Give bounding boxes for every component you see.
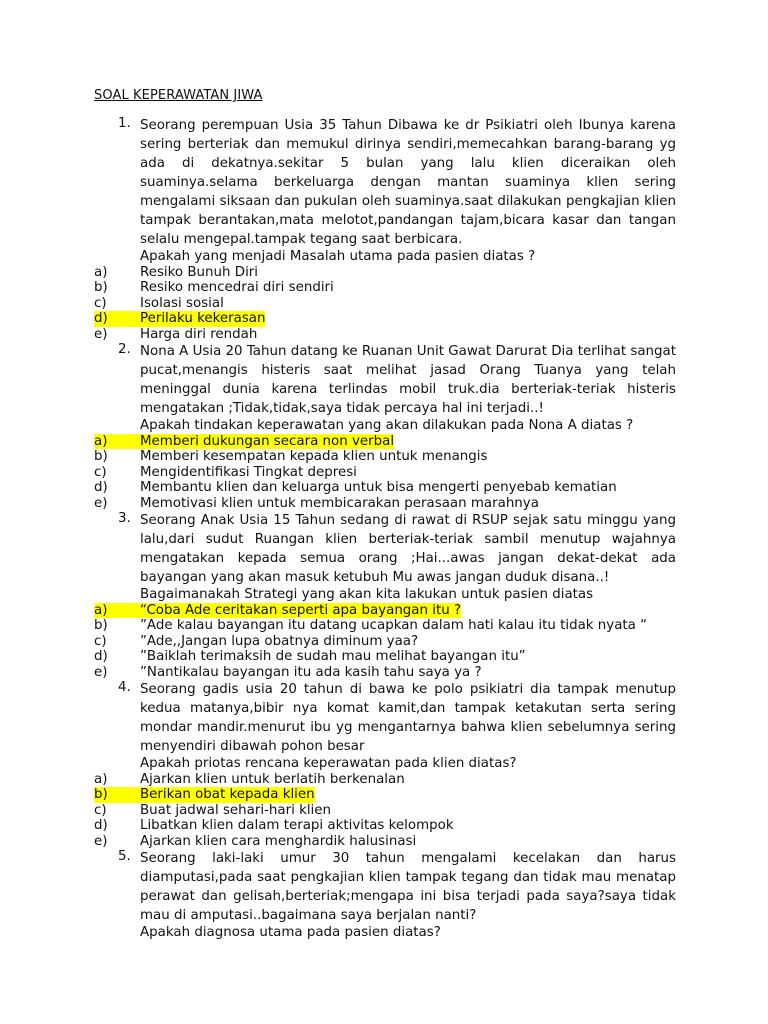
question-text: Seorang laki-laki umur 30 tahun mengalami kecelakan dan harus diamputasi,pada saat pengkajian klien tampak tegang dan tidak mau menatap perawat dan gelisah,berteriak;mengapa ini bisa terjadi pada saya?saya tidak mau di amputasi..bagaimana saya berjalan nanti? [140, 851, 676, 924]
option-text: ”Baiklah terimaksih de sudah mau melihat bayangan itu” [140, 649, 526, 665]
option-letter: c) [94, 464, 107, 480]
question-text: Seorang Anak Usia 15 Tahun sedang di rawat di RSUP sejak satu minggu yang lalu,dari sudut Ruangan klien berteriak-teriak sambil menutup wajahnya mengatakan kepada semua orang ;Hai...awas jangan dekat-dekat ada bayangan yang akan masuk ketubuh Mu awas jangan duduk disana..! [140, 513, 676, 586]
option-letter: d) [94, 649, 108, 665]
option-letter: c) [94, 802, 107, 818]
option-letter: c) [94, 295, 107, 311]
question-prompt: Apakah priotas rencana keperawatan pada klien diatas? [140, 756, 517, 772]
option-text: Ajarkan klien cara menghardik halusinasi [140, 833, 417, 849]
question-2 [94, 342, 676, 434]
question-5 [94, 849, 676, 941]
option-letter: a) [94, 264, 108, 280]
document-title: SOAL KEPERAWATAN JIWA [94, 88, 263, 103]
question-4 [94, 680, 676, 772]
answer-option [94, 803, 676, 819]
option-text: Isolasi sosial [140, 295, 224, 311]
option-text: ”Ade,,Jangan lupa obatnya diminum yaa? [140, 633, 419, 649]
option-text: Resiko mencedrai diri sendiri [140, 280, 334, 296]
answer-option [94, 265, 676, 281]
option-text: Ajarkan klien untuk berlatih berkenalan [140, 771, 405, 787]
answer-option [94, 772, 676, 788]
highlighted-answer: Berikan obat kepada klien [140, 787, 315, 803]
highlighted-answer: Memberi dukungan secara non verbal [140, 433, 395, 449]
option-letter: d) [94, 311, 108, 327]
option-text: ”Ade kalau bayangan itu datang ucapkan dalam hati kalau itu tidak nyata “ [140, 618, 648, 634]
question-prompt: Apakah yang menjadi Masalah utama pada pasien diatas ? [140, 249, 536, 264]
answer-option [94, 603, 676, 619]
question-prompt: Apakah tindakan keperawatan yang akan dilakukan pada Nona A diatas ? [140, 418, 634, 434]
option-letter: a) [94, 771, 108, 787]
option-letter: e) [94, 326, 108, 342]
option-text: Harga diri rendah [140, 326, 258, 342]
question-3 [94, 511, 676, 603]
option-letter: a) [94, 602, 108, 618]
option-letter: a) [94, 433, 108, 449]
question-number: 3. [118, 511, 131, 527]
question-text: Nona A Usia 20 Tahun datang ke Ruanan Unit Gawat Darurat Dia terlihat sangat pucat,menangis histeris saat melihat jasad Orang Tuanya yang telah meninggal dunia karena terlindas mobil truk.dia berteriak-teriak histeris mengatakan ;Tidak,tidak,saya tidak percaya hal ini terjadi..! [140, 344, 676, 417]
answer-option [94, 818, 676, 834]
answer-option [94, 649, 676, 665]
option-text: Membantu klien dan keluarga untuk bisa mengerti penyebab kematian [140, 480, 617, 496]
option-letter: b) [94, 449, 108, 465]
question-number: 5. [118, 849, 131, 865]
answer-option [94, 449, 676, 465]
question-text: Seorang gadis usia 20 tahun di bawa ke polo psikiatri dia tampak menutup kedua matanya,bibir nya komat kamit,dan tampak ketakutan serta sering mondar mandir.menurut ibu yg mengantarnya bahwa klien sebelumnya sering menyendiri dibawah pohon besar [140, 682, 676, 755]
question-1 [94, 116, 676, 265]
option-text: Mengidentifikasi Tingkat depresi [140, 464, 357, 480]
question-number: 4. [118, 680, 131, 696]
question-list [94, 116, 676, 941]
option-letter: b) [94, 618, 108, 634]
answer-option [94, 480, 676, 496]
option-letter: b) [94, 280, 108, 296]
answer-option [94, 787, 676, 803]
option-text: Resiko Bunuh Diri [140, 264, 259, 280]
answer-option [94, 665, 676, 681]
option-letter: b) [94, 787, 108, 803]
answer-option [94, 327, 676, 343]
question-text: Seorang perempuan Usia 35 Tahun Dibawa ke dr Psikiatri oleh Ibunya karena sering berteriak dan memukul dirinya sendiri,memecahkan barang-barang yg ada di dekatnya.sekitar 5 bulan yang lalu klien diceraikan oleh suaminya.selama berkeluarga dengan mantan suaminya klien sering mengalami siksaan dan pukulan oleh suaminya.saat dilakukan pengkajian klien tampak berantakan,mata melotot,pandangan tajam,bicara kasar dan tangan selalu mengepal.tampak tegang saat berbicara. [140, 118, 676, 247]
answer-option [94, 834, 676, 850]
option-letter: d) [94, 818, 108, 834]
option-text: Memotivasi klien untuk membicarakan perasaan marahnya [140, 495, 539, 511]
option-text: Buat jadwal sehari-hari klien [140, 802, 332, 818]
answer-option [94, 465, 676, 481]
answer-option [94, 280, 676, 296]
option-letter: d) [94, 480, 108, 496]
question-prompt: Bagaimanakah Strategi yang akan kita lakukan untuk pasien diatas [140, 587, 594, 603]
answer-option [94, 496, 676, 512]
option-text: Memberi kesempatan kepada klien untuk menangis [140, 449, 488, 465]
option-letter: e) [94, 495, 108, 511]
option-text: Libatkan klien dalam terapi aktivitas kelompok [140, 818, 454, 834]
answer-option [94, 618, 676, 634]
highlighted-answer: “Coba Ade ceritakan seperti apa bayangan itu ? [140, 602, 462, 618]
question-prompt: Apakah diagnosa utama pada pasien diatas? [140, 925, 441, 941]
answer-option [94, 311, 676, 327]
option-letter: c) [94, 633, 107, 649]
option-text: ”Nantikalau bayangan itu ada kasih tahu saya ya ? [140, 664, 482, 680]
question-number: 2. [118, 342, 131, 358]
answer-option [94, 434, 676, 450]
answer-option [94, 296, 676, 312]
question-number: 1. [118, 116, 131, 131]
answer-option [94, 634, 676, 650]
option-letter: e) [94, 833, 108, 849]
option-letter: e) [94, 664, 108, 680]
highlighted-answer: Perilaku kekerasan [140, 311, 266, 327]
